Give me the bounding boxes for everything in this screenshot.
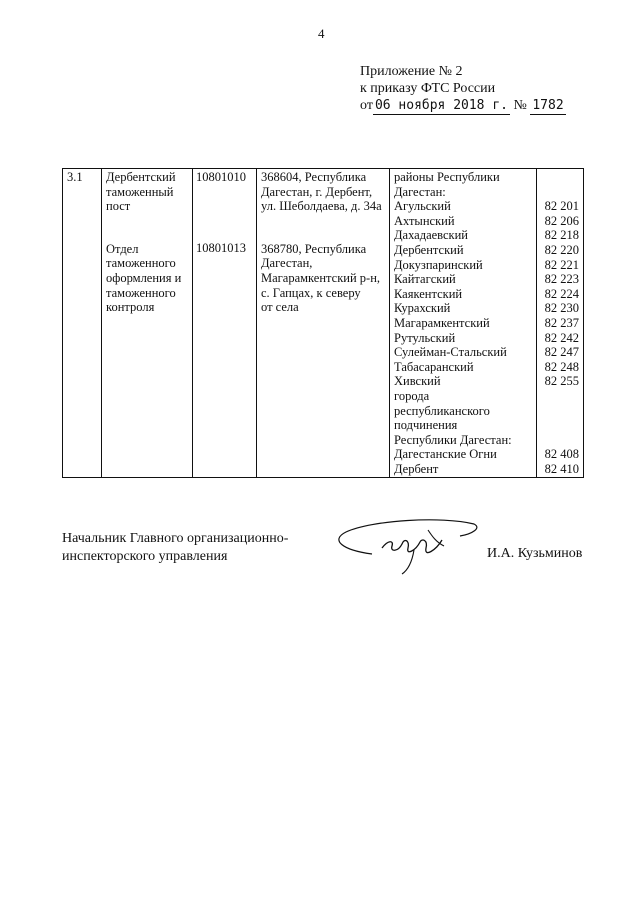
area-name: города	[394, 388, 430, 403]
code-cell	[193, 169, 257, 478]
okato-code: 82 408	[544, 447, 579, 462]
area-name: Дербент	[394, 461, 439, 476]
okato-code	[541, 404, 579, 419]
area-name: Агульский	[394, 199, 451, 214]
okato-code	[541, 433, 579, 448]
area-name: Республики Дагестан:	[394, 432, 512, 447]
okato-code: 82 255	[544, 374, 579, 389]
signatory-position	[62, 530, 288, 566]
area-name: Хивский	[394, 374, 441, 389]
signatory-name: И.А. Кузьминов	[487, 546, 583, 561]
dept-name-line: таможенного	[106, 256, 176, 271]
dept-name-line: оформления и	[106, 270, 182, 285]
post-name-cell	[102, 169, 193, 478]
okato-code: 82 206	[544, 213, 579, 228]
dept-name-line: Отдел	[106, 241, 139, 256]
appendix-date-line	[360, 97, 566, 115]
area-name: подчинения	[394, 418, 458, 433]
handwritten-signature	[332, 510, 482, 580]
table-row	[63, 169, 584, 478]
number-prefix: №	[513, 98, 527, 113]
okato-code: 82 223	[544, 272, 579, 287]
signatory-position-line: Начальник Главного организационно-	[62, 531, 289, 546]
area-name: Дахадаевский	[394, 228, 468, 243]
area-name: Табасаранский	[394, 359, 474, 374]
order-number: 1782	[532, 98, 564, 113]
dept-name-line: контроля	[106, 300, 155, 315]
row-number: 3.1	[63, 169, 102, 478]
appendix-order-reference: к приказу ФТС России	[360, 81, 496, 96]
area-name: Ахтынский	[394, 213, 455, 228]
okato-code: 82 230	[544, 301, 579, 316]
okato-code: 82 410	[544, 461, 579, 476]
area-name: республиканского	[394, 403, 490, 418]
dept-address-line: Дагестан,	[261, 256, 313, 271]
okato-code: 82 237	[544, 315, 579, 330]
okato-code: 82 242	[544, 330, 579, 345]
area-name: Дагестан:	[394, 184, 446, 199]
appendix-header	[360, 63, 566, 115]
post-name-line: пост	[106, 199, 131, 214]
signatory-position-line: инспекторского управления	[62, 549, 228, 564]
areas-cell	[390, 169, 537, 478]
okato-code	[541, 170, 579, 185]
okato-code: 82 221	[544, 257, 579, 272]
post-address-line: Дагестан, г. Дербент,	[261, 184, 373, 199]
okato-code: 82 247	[544, 345, 579, 360]
post-name-line: Дербентский	[106, 170, 176, 184]
dept-address-line: 368780, Республика	[261, 241, 367, 256]
page-number: 4	[318, 26, 325, 41]
area-name: Рутульский	[394, 330, 456, 345]
area-name: Курахский	[394, 301, 451, 316]
post-name-line: таможенный	[106, 184, 174, 199]
post-code: 10801010	[196, 170, 246, 184]
area-name: районы Республики	[394, 170, 500, 184]
order-date: 06 ноября 2018 г.	[374, 98, 508, 113]
address-cell	[257, 169, 390, 478]
okato-code	[541, 185, 579, 200]
area-name: Дагестанские Огни	[394, 447, 497, 462]
area-name: Докузпаринский	[394, 257, 483, 272]
area-name: Каякентский	[394, 286, 463, 301]
okato-code	[541, 389, 579, 404]
okato-code: 82 248	[544, 359, 579, 374]
area-name: Сулейман-Стальский	[394, 345, 507, 360]
dept-address-line: с. Гапцах, к северу	[261, 285, 361, 300]
okato-code	[541, 418, 579, 433]
post-address-line: 368604, Республика	[261, 170, 367, 184]
okato-code: 82 218	[544, 228, 579, 243]
dept-name-line: таможенного	[106, 285, 176, 300]
dept-code: 10801013	[196, 240, 246, 255]
area-name: Кайтагский	[394, 272, 456, 287]
customs-posts-table	[62, 168, 584, 478]
okato-cell	[537, 169, 584, 478]
area-name: Магарамкентский	[394, 315, 490, 330]
area-name: Дербентский	[394, 242, 464, 257]
dept-address-line: от села	[261, 300, 299, 315]
okato-code: 82 201	[544, 199, 579, 214]
okato-code: 82 224	[544, 286, 579, 301]
okato-code: 82 220	[544, 242, 579, 257]
appendix-title: Приложение № 2	[360, 64, 463, 79]
post-address-line: ул. Шеболдаева, д. 34а	[261, 199, 382, 214]
dept-address-line: Магарамкентский р-н,	[261, 270, 381, 285]
date-prefix: от	[360, 98, 373, 113]
